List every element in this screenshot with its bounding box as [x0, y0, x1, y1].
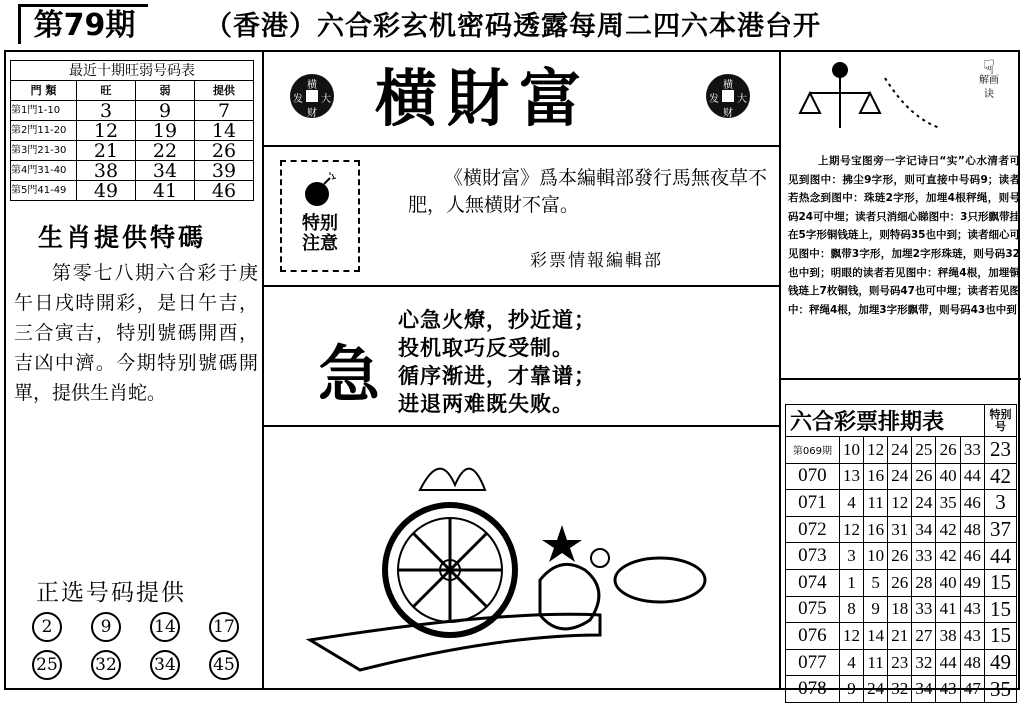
zodiac-title: 生肖提供特碼: [38, 223, 207, 252]
table-cell: 39: [195, 161, 254, 181]
puzzle-illustration: [300, 440, 740, 690]
number-ball: 17: [209, 612, 239, 642]
column-header: 弱: [136, 81, 195, 101]
pointing-hand-icon: ☟: [982, 55, 996, 79]
bomb-icon: [300, 170, 340, 210]
zodiac-text: 第零七八期六合彩于庚午日戌時開彩，是日午吉，三合寅吉，特别號碼開酉，吉凶中濟。今期特别號碼開單，提供生肖蛇。: [14, 262, 258, 404]
number-ball: 25: [32, 650, 62, 680]
number-cell: 32: [888, 676, 912, 703]
table-row: [11, 141, 254, 161]
number-cell: 40: [936, 569, 960, 596]
number-cell: 44: [936, 649, 960, 676]
table-cell: 34: [136, 161, 195, 181]
number-cell: 46: [960, 543, 984, 570]
special-number-cell: 15: [985, 623, 1017, 650]
special-number-cell: 44: [985, 543, 1017, 570]
number-cell: 48: [960, 516, 984, 543]
number-cell: 9: [864, 596, 888, 623]
number-cell: 40: [936, 463, 960, 490]
number-cell: 49: [960, 569, 984, 596]
notice-signature: 彩票情報編輯部: [530, 251, 663, 271]
draw-row: [786, 463, 1017, 490]
number-cell: 24: [888, 463, 912, 490]
table-row: [11, 181, 254, 201]
draw-row: [786, 490, 1017, 517]
number-cell: 26: [936, 437, 960, 464]
issue-cell: 078: [786, 676, 840, 703]
table-cell: 41: [136, 181, 195, 201]
table-cell: 26: [195, 141, 254, 161]
number-cell: 13: [839, 463, 863, 490]
table-cell: 9: [136, 101, 195, 121]
divider: [264, 425, 780, 427]
number-cell: 18: [888, 596, 912, 623]
table-cell: 38: [77, 161, 136, 181]
hot-cold-table: [10, 60, 254, 201]
draw-row: [786, 596, 1017, 623]
number-cell: 38: [936, 623, 960, 650]
number-cell: 16: [864, 516, 888, 543]
number-ball: 45: [209, 650, 239, 680]
notice-badge: 特别 注意: [280, 160, 360, 272]
number-cell: 47: [960, 676, 984, 703]
number-cell: 3: [839, 543, 863, 570]
number-cell: 43: [960, 596, 984, 623]
number-cell: 35: [936, 490, 960, 517]
divider: [781, 378, 1021, 380]
divider: [264, 145, 780, 147]
number-cell: 4: [839, 490, 863, 517]
table-cell: 14: [195, 121, 254, 141]
table-cell: 第1門1-10: [11, 101, 77, 121]
draw-row: [786, 437, 1017, 464]
table-row: [11, 161, 254, 181]
number-cell: 24: [888, 437, 912, 464]
draws-title: 六合彩票排期表: [786, 405, 985, 437]
table-cell: 第5門41-49: [11, 181, 77, 201]
number-cell: 12: [888, 490, 912, 517]
number-cell: 16: [864, 463, 888, 490]
poem: 心急火燎，抄近道； 投机取巧反受制。 循序渐进，才靠谱； 进退两难既失败。: [398, 308, 596, 416]
number-cell: 10: [864, 543, 888, 570]
table-row: [11, 101, 254, 121]
special-number-label: 特别号: [985, 405, 1017, 437]
number-ball: 9: [91, 612, 121, 642]
issue-cell: 072: [786, 516, 840, 543]
special-number-cell: 15: [985, 596, 1017, 623]
number-cell: 33: [960, 437, 984, 464]
number-cell: 41: [936, 596, 960, 623]
number-cell: 27: [912, 623, 936, 650]
draw-row: [786, 516, 1017, 543]
number-cell: 43: [960, 623, 984, 650]
special-number-cell: 35: [985, 676, 1017, 703]
number-cell: 33: [912, 543, 936, 570]
number-cell: 42: [936, 543, 960, 570]
issue-cell: 073: [786, 543, 840, 570]
table-cell: 第2門11-20: [11, 121, 77, 141]
issue-number: 第79期: [18, 4, 148, 44]
number-cell: 8: [839, 596, 863, 623]
issue-cell: 070: [786, 463, 840, 490]
number-cell: 25: [912, 437, 936, 464]
number-cell: 26: [888, 543, 912, 570]
table-cell: 21: [77, 141, 136, 161]
number-ball: 14: [150, 612, 180, 642]
number-cell: 32: [912, 649, 936, 676]
number-cell: 34: [912, 516, 936, 543]
number-cell: 44: [960, 463, 984, 490]
coin-icon: 横 大 财 发: [706, 74, 750, 118]
number-cell: 31: [888, 516, 912, 543]
draw-row: [786, 543, 1017, 570]
number-ball: 34: [150, 650, 180, 680]
number-ball: 32: [91, 650, 121, 680]
picks-title: 正选号码提供: [36, 580, 186, 606]
table-cell: 22: [136, 141, 195, 161]
number-cell: 26: [912, 463, 936, 490]
number-cell: 23: [888, 649, 912, 676]
special-number-cell: 42: [985, 463, 1017, 490]
special-number-cell: 37: [985, 516, 1017, 543]
number-cell: 46: [960, 490, 984, 517]
special-number-cell: 23: [985, 437, 1017, 464]
number-cell: 9: [839, 676, 863, 703]
number-cell: 26: [888, 569, 912, 596]
number-cell: 28: [912, 569, 936, 596]
number-cell: 33: [912, 596, 936, 623]
table-cell: 49: [77, 181, 136, 201]
urgent-char: 急: [318, 338, 381, 411]
draw-row: [786, 676, 1017, 703]
table-cell: 3: [77, 101, 136, 121]
issue-cell: 076: [786, 623, 840, 650]
table-cell: 第4門31-40: [11, 161, 77, 181]
table-cell: 19: [136, 121, 195, 141]
number-ball: 2: [32, 612, 62, 642]
draw-row: [786, 649, 1017, 676]
number-cell: 11: [864, 490, 888, 517]
notice-text: 《横財富》爲本編輯部發行馬無夜草不肥，人無横財不富。: [408, 167, 768, 216]
brand-title: 横財富: [375, 62, 592, 135]
column-header: 提供: [195, 81, 254, 101]
table-title: 最近十期旺弱号码表: [11, 61, 254, 81]
issue-cell: 075: [786, 596, 840, 623]
number-cell: 12: [839, 516, 863, 543]
issue-cell: 074: [786, 569, 840, 596]
coin-icon: 横 大 财 发: [290, 74, 334, 118]
number-cell: 5: [864, 569, 888, 596]
column-header: 旺: [77, 81, 136, 101]
headline: （香港）六合彩玄机密码透露每周二四六本港台开: [205, 11, 821, 42]
number-cell: 4: [839, 649, 863, 676]
issue-cell: 077: [786, 649, 840, 676]
number-cell: 34: [912, 676, 936, 703]
special-number-cell: 49: [985, 649, 1017, 676]
hint-label: ☟ 解画诀: [975, 60, 1003, 102]
number-cell: 24: [864, 676, 888, 703]
number-cell: 12: [864, 437, 888, 464]
divider: [264, 285, 780, 287]
puzzle-explanation: 上期号宝图旁一字记诗曰“实”心水清者可见到图中：拂尘9字形，则可直接中号码9；读者若热念到图中：珠琏2字形，加埋4根秤绳，则号码24可中埋；读者只消细心睇图中：3只形飘带挂在5字形铜钱琏上，则特码35也中到；读者细心可见图中：飘带3字形，加埋2字形珠琏，则号码32也中到；明眼的读者若见图中：秤绳4根，加埋铜钱琏上7枚铜钱，则号码47也可中埋；读者若见图中：秤绳4根，加埋3字形飘带，则号码43也中到: [788, 155, 1020, 316]
table-cell: 46: [195, 181, 254, 201]
issue-cell: 071: [786, 490, 840, 517]
draw-schedule-table: [785, 404, 1017, 703]
number-cell: 11: [864, 649, 888, 676]
special-number-cell: 3: [985, 490, 1017, 517]
number-cell: 1: [839, 569, 863, 596]
special-number-cell: 15: [985, 569, 1017, 596]
draw-row: [786, 623, 1017, 650]
number-cell: 42: [936, 516, 960, 543]
number-cell: 10: [839, 437, 863, 464]
table-cell: 第3門21-30: [11, 141, 77, 161]
number-cell: 24: [912, 490, 936, 517]
number-cell: 12: [839, 623, 863, 650]
draw-row: [786, 569, 1017, 596]
issue-cell: 第069期: [786, 437, 840, 464]
number-cell: 48: [960, 649, 984, 676]
number-cell: 43: [936, 676, 960, 703]
scale-illustration: [790, 58, 970, 143]
table-cell: 7: [195, 101, 254, 121]
number-cell: 14: [864, 623, 888, 650]
table-row: [11, 121, 254, 141]
table-cell: 12: [77, 121, 136, 141]
column-header: 門 類: [11, 81, 77, 101]
number-cell: 21: [888, 623, 912, 650]
